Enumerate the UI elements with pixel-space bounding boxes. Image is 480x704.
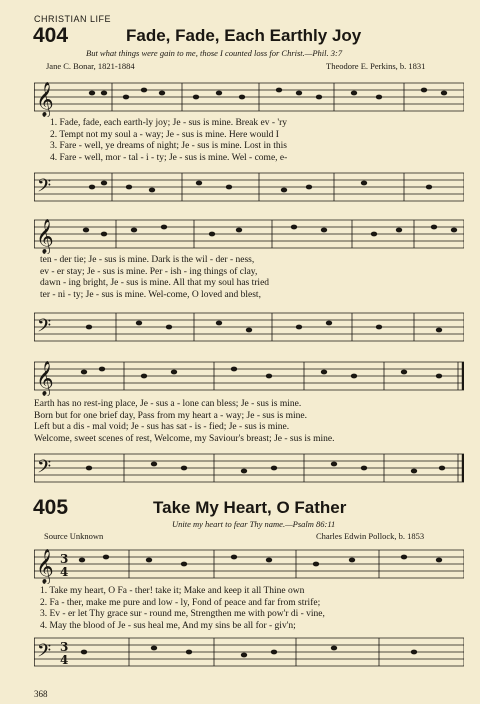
lyric-line: dawn - ing bright, Je - sus is mine. All that my soul has tried xyxy=(40,278,270,289)
lyric-line: 3. Fare - well, ye dreams of night; Je - sus is mine. Lost in this xyxy=(50,141,287,152)
bass-staff xyxy=(34,305,464,349)
lyric-line: 4. May the blood of Je - sus heal me, And my sins be all for - giv'n; xyxy=(40,620,296,631)
lyric-line: 1. Take my heart, O Fa - ther! take it; Make and keep it all Thine own xyxy=(40,586,305,596)
hymn-title: Take My Heart, O Father xyxy=(153,498,347,517)
verse-lyrics xyxy=(40,255,450,301)
svg-text:𝄞: 𝄞 xyxy=(36,361,54,396)
hymn-epigraph: Unite my heart to fear Thy name.—Psalm 86:11 xyxy=(172,519,336,529)
treble-staff xyxy=(34,210,464,254)
hymn-number: 404 xyxy=(33,24,69,47)
verse-lyrics xyxy=(40,586,465,632)
svg-text:𝄢: 𝄢 xyxy=(37,176,52,201)
svg-text:3: 3 xyxy=(60,552,69,566)
bass-staff xyxy=(34,165,464,209)
lyric-line: Born but for one brief day, Pass from my heart a - way; Je - sus is mine. xyxy=(34,410,307,421)
lyric-line: 2. Fa - ther, make me pure and low - ly, Fond of peace and far from strife; xyxy=(40,597,321,608)
words-credit: Source Unknown xyxy=(44,531,104,541)
svg-text:𝄞: 𝄞 xyxy=(36,82,54,117)
verse-lyrics xyxy=(50,118,460,164)
svg-text:𝄢: 𝄢 xyxy=(37,316,52,341)
svg-text:𝄞: 𝄞 xyxy=(36,549,54,584)
lyric-line: ten - der tie; Je - sus is mine. Dark is the wil - der - ness, xyxy=(40,255,255,265)
words-credit: Jane C. Bonar, 1821-1884 xyxy=(46,61,135,71)
lyric-line: ter - ni - ty; Je - sus is mine. Wel-come, O loved and blest, xyxy=(40,289,261,300)
lyric-line: 3. Ev - er let Thy grace sur - round me, Strengthen me with pow'r di - vine, xyxy=(40,609,325,620)
lyric-line: Welcome, sweet scenes of rest, Welcome, my Saviour's breast; Je - sus is mine. xyxy=(34,433,335,444)
svg-text:𝄞: 𝄞 xyxy=(36,219,54,254)
section-label: CHRISTIAN LIFE xyxy=(34,14,112,24)
music-credit: Theodore E. Perkins, b. 1831 xyxy=(326,61,426,71)
music-credit: Charles Edwin Pollock, b. 1853 xyxy=(316,531,425,541)
svg-text:4: 4 xyxy=(60,653,69,667)
bass-staff xyxy=(34,630,464,674)
svg-text:3: 3 xyxy=(60,640,69,654)
hymn-epigraph: But what things were gain to me, those I counted loss for Christ.—Phil. 3:7 xyxy=(86,48,343,58)
lyric-line: 1. Fade, fade, each earth-ly joy; Je - sus is mine. Break ev - 'ry xyxy=(50,118,288,128)
verse-lyrics xyxy=(34,399,444,445)
bass-staff xyxy=(34,446,464,490)
lyric-line: Earth has no rest-ing place, Je - sus a - lone can bless; Je - sus is mine. xyxy=(34,399,302,409)
lyric-line: Left but a dis - mal void; Je - sus has sat - is - fied; Je - sus is mine. xyxy=(34,422,290,433)
lyric-line: ev - er stay; Je - sus is mine. Per - ish - ing things of clay, xyxy=(40,266,258,277)
svg-text:𝄢: 𝄢 xyxy=(37,457,52,482)
treble-staff xyxy=(34,352,464,396)
hymn-number: 405 xyxy=(33,496,69,519)
lyric-line: 2. Tempt not my soul a - way; Je - sus is mine. Here would I xyxy=(50,129,279,140)
svg-text:𝄢: 𝄢 xyxy=(37,641,52,666)
svg-text:4: 4 xyxy=(60,565,69,579)
hymn-title: Fade, Fade, Each Earthly Joy xyxy=(126,26,362,45)
lyric-line: 4. Fare - well, mor - tal - i - ty; Je - sus is mine. Wel - come, e- xyxy=(50,152,288,163)
page-number: 368 xyxy=(34,689,48,699)
treble-staff xyxy=(34,73,464,117)
treble-staff xyxy=(34,540,464,584)
